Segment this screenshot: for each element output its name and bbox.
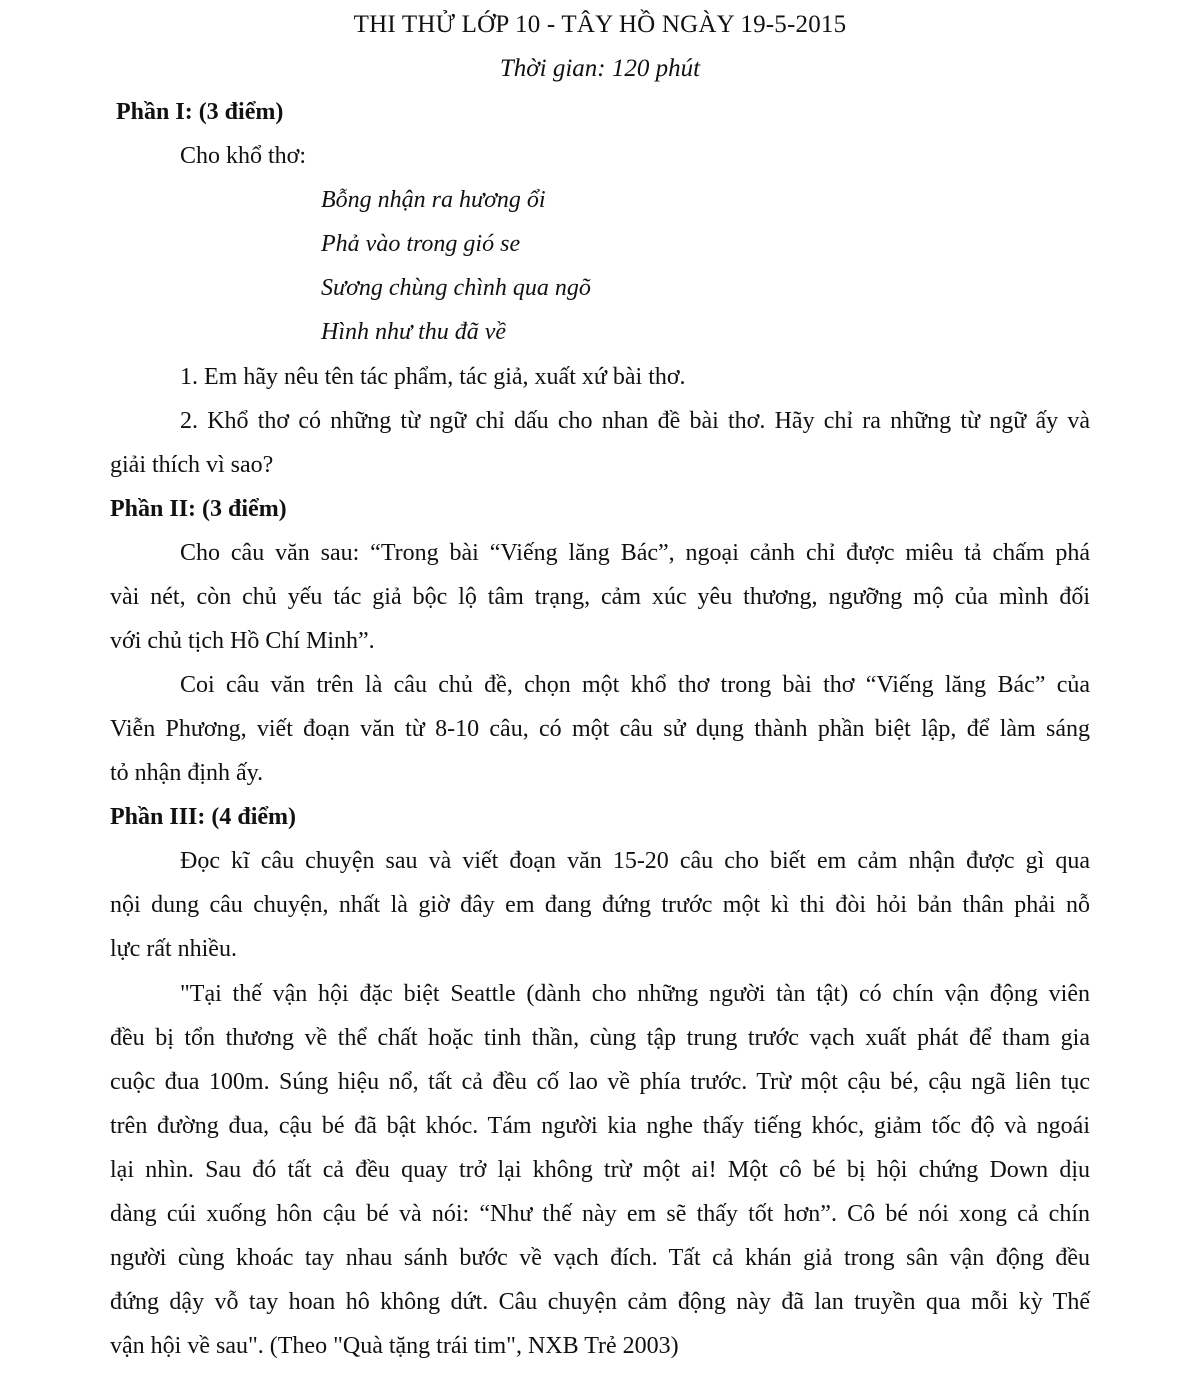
- part2-para2-line-1: Coi câu văn trên là câu chủ đề, chọn một khổ thơ trong bài thơ “Viếng lăng Bác” của: [180, 672, 1090, 698]
- part1-heading: Phần I: (3 điểm): [116, 99, 284, 125]
- part2-para2-line-2: Viễn Phương, viết đoạn văn từ 8-10 câu, có một câu sử dụng thành phần biệt lập, để làm sáng: [110, 716, 1090, 742]
- poem-line-2: Phả vào trong gió se: [321, 231, 521, 257]
- story-line-2: đều bị tổn thương về thể chất hoặc tinh thần, cùng tập trung trước vạch xuất phát để tham gia: [110, 1025, 1090, 1051]
- part1-question-2-line-2: giải thích vì sao?: [110, 452, 274, 478]
- story-line-5: lại nhìn. Sau đó tất cả đều quay trở lại không trừ một ai! Một cô bé bị hội chứng Down dịu: [110, 1157, 1090, 1183]
- story-line-4: trên đường đua, cậu bé đã bật khóc. Tám người kia nghe thấy tiếng khóc, giảm tốc độ và ngoái: [110, 1113, 1090, 1139]
- part3-para1-line-2: nội dung câu chuyện, nhất là giờ đây em đang đứng trước một kì thi đòi hỏi bản thân phải nỗ: [110, 892, 1090, 918]
- story-line-6: dàng cúi xuống hôn cậu bé và nói: “Như thế này em sẽ thấy tốt hơn”. Cô bé nói xong cả chín: [110, 1201, 1090, 1227]
- part3-heading: Phần III: (4 điểm): [110, 804, 297, 830]
- poem-line-1: Bỗng nhận ra hương ổi: [321, 187, 546, 213]
- story-line-7: người cùng khoác tay nhau sánh bước về vạch đích. Tất cả khán giả trong sân vận động đều: [110, 1245, 1090, 1271]
- exam-duration: Thời gian: 120 phút: [499, 55, 701, 82]
- part1-intro: Cho khổ thơ:: [180, 143, 307, 169]
- part3-para1-line-1: Đọc kĩ câu chuyện sau và viết đoạn văn 15-20 câu cho biết em cảm nhận được gì qua: [180, 848, 1090, 874]
- story-line-8: đứng dậy vỗ tay hoan hô không dứt. Câu chuyện cảm động này đã lan truyền qua mỗi kỳ Thế: [110, 1289, 1090, 1315]
- part3-para1-line-3: lực rất nhiều.: [110, 936, 237, 962]
- part2-para1-line-2: vài nét, còn chủ yếu tác giả bộc lộ tâm trạng, cảm xúc yêu thương, ngưỡng mộ của mình đối: [110, 584, 1090, 610]
- part1-question-1: 1. Em hãy nêu tên tác phẩm, tác giả, xuất xứ bài thơ.: [180, 364, 686, 390]
- poem-line-3: Sương chùng chình qua ngõ: [321, 275, 591, 301]
- part2-heading: Phần II: (3 điểm): [110, 496, 287, 522]
- poem-line-4: Hình như thu đã về: [321, 319, 507, 345]
- part1-question-2-line-1: 2. Khổ thơ có những từ ngữ chỉ dấu cho nhan đề bài thơ. Hãy chỉ ra những từ ngữ ấy và: [180, 408, 1090, 434]
- story-line-3: cuộc đua 100m. Súng hiệu nổ, tất cả đều cố lao về phía trước. Trừ một cậu bé, cậu ngã liên tục: [110, 1069, 1090, 1095]
- story-line-9: vận hội về sau". (Theo "Quà tặng trái tim", NXB Trẻ 2003): [110, 1333, 679, 1359]
- part2-para1-line-1: Cho câu văn sau: “Trong bài “Viếng lăng Bác”, ngoại cảnh chỉ được miêu tả chấm phá: [180, 540, 1090, 566]
- exam-title: THI THỬ LỚP 10 - TÂY HỒ NGÀY 19-5-2015: [353, 11, 847, 38]
- part2-para1-line-3: với chủ tịch Hồ Chí Minh”.: [110, 628, 375, 654]
- story-line-1: "Tại thế vận hội đặc biệt Seattle (dành cho những người tàn tật) có chín vận động viên: [180, 981, 1090, 1007]
- part2-para2-line-3: tỏ nhận định ấy.: [110, 760, 264, 786]
